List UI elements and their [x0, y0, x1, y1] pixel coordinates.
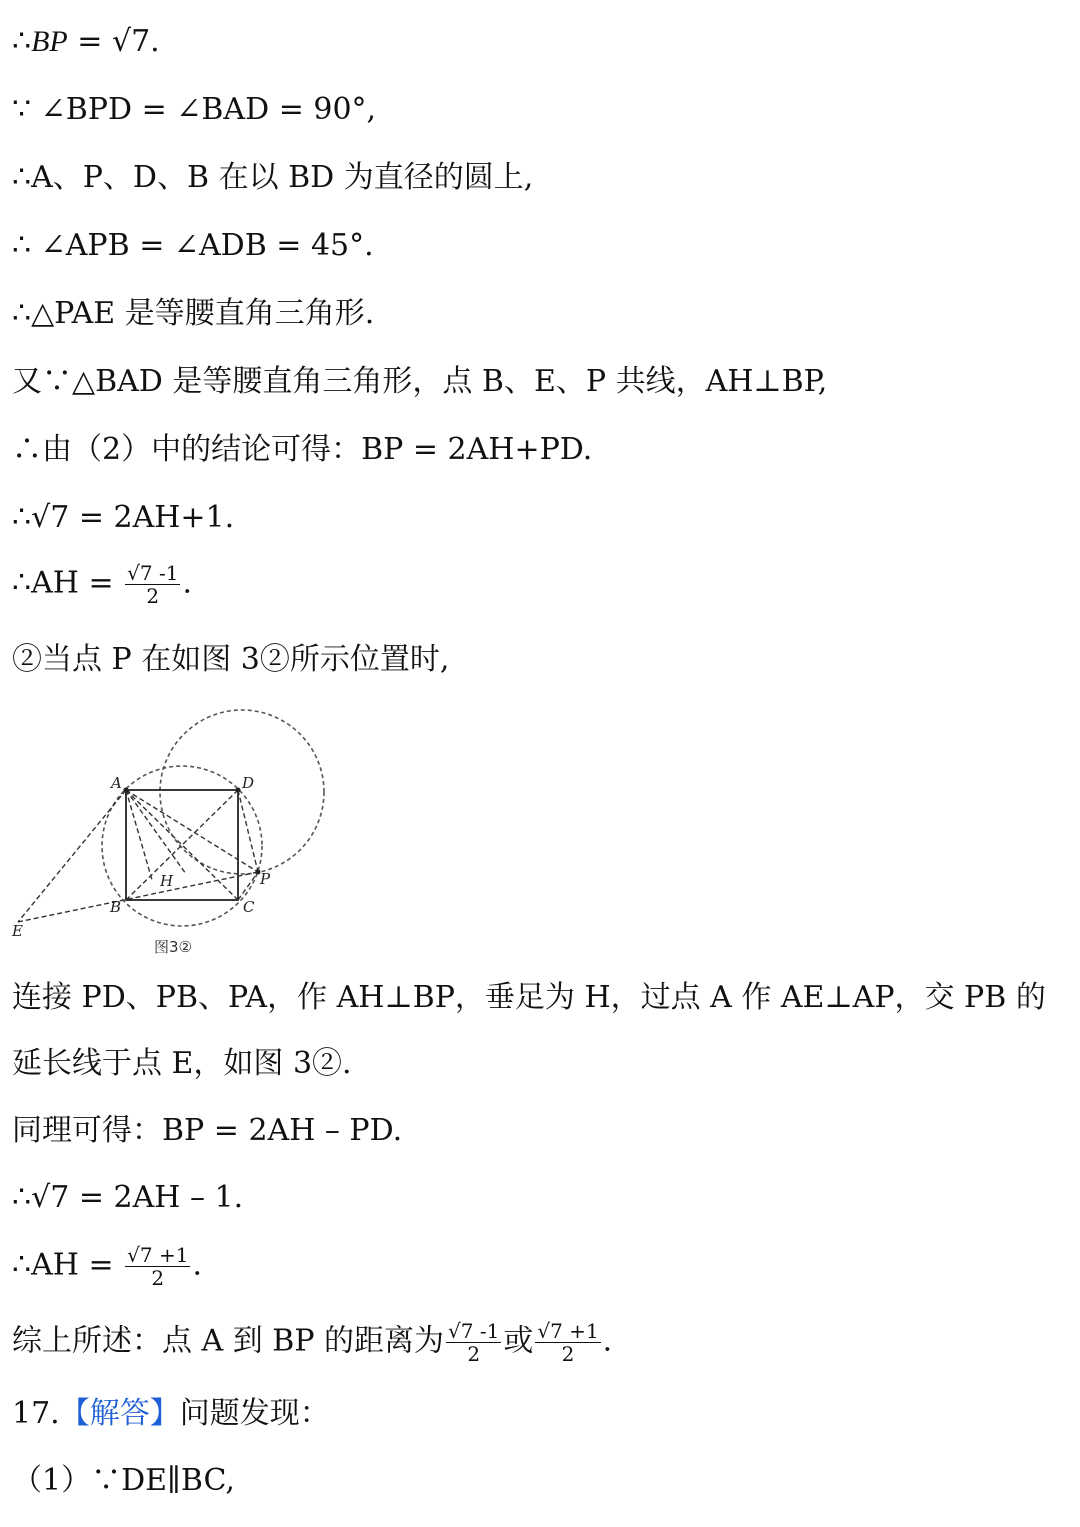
section-title: 问题发现：: [179, 1396, 330, 1431]
line-10: [12, 640, 449, 680]
line-11-text: 连接 PD、PB、PA，作 AH⊥BP，垂足为 H，过点 A 作 AE⊥AP，交 PB 的: [12, 980, 1046, 1015]
line-18: [12, 1461, 235, 1501]
line-15-suffix: .: [192, 1247, 202, 1283]
line-16-prefix: 综上所述：点 A 到 BP 的距离为: [12, 1323, 445, 1359]
line-5: [12, 294, 374, 334]
line-2-text: ∵ ∠BPD = ∠BAD = 90°,: [12, 92, 377, 127]
line-16-suffix: .: [602, 1323, 613, 1359]
fraction-1-denominator: 2: [467, 1342, 481, 1366]
label-h: H: [160, 872, 174, 890]
line-13: [12, 1111, 402, 1151]
fraction: [125, 562, 180, 607]
answer-tag: 【解答】: [59, 1396, 180, 1431]
line-6-text: 又∵△BAD 是等腰直角三角形，点 B、E、P 共线，AH⊥BP,: [12, 364, 828, 399]
therefore-symbol: ∴: [12, 24, 32, 59]
line-18-text: （1）∵DE∥BC,: [12, 1463, 235, 1498]
fraction-denominator: 2: [151, 1266, 165, 1290]
line-17: [12, 1394, 330, 1434]
fraction-numerator: √7 +1: [127, 1243, 189, 1267]
sqrt-value: √7: [111, 24, 151, 59]
figure-svg: [0, 700, 340, 970]
fraction-numerator: √7 -1: [127, 561, 179, 585]
figure-caption: 图3②: [154, 938, 192, 956]
fraction-2-numerator: √7 +1: [537, 1319, 599, 1343]
point-d: [236, 788, 241, 793]
line-12-text: 延长线于点 E，如图 3②.: [12, 1046, 352, 1081]
geometry-figure: [0, 700, 340, 970]
fraction-2-denominator: 2: [561, 1342, 575, 1366]
line-3: [12, 158, 533, 198]
question-number: 17.: [12, 1396, 60, 1431]
period: .: [150, 24, 160, 59]
label-d: D: [242, 774, 255, 792]
fraction-1: [446, 1320, 501, 1365]
line-7: [12, 430, 592, 470]
line-5-text: ∴△PAE 是等腰直角三角形.: [12, 296, 375, 331]
line-8: [12, 498, 234, 538]
label-b: B: [110, 898, 122, 916]
line-15-prefix: ∴AH =: [12, 1247, 124, 1283]
line-9-suffix: .: [182, 565, 192, 601]
line-12: [12, 1044, 352, 1084]
equals-sign: =: [67, 24, 112, 59]
label-a: A: [111, 774, 122, 792]
segment-a-mid: [126, 790, 186, 874]
line-3-text: ∴A、P、D、B 在以 BD 为直径的圆上,: [12, 160, 534, 195]
point-a: [124, 788, 129, 793]
line-ep: [18, 872, 258, 922]
or-word: 或: [503, 1323, 534, 1359]
line-16: [12, 1320, 612, 1365]
line-11: [12, 978, 1046, 1018]
line-14: [12, 1178, 243, 1218]
line-13-text: 同理可得：BP = 2AH – PD.: [12, 1113, 403, 1148]
fraction: [125, 1244, 190, 1289]
line-4: [12, 226, 374, 266]
line-9: [12, 562, 192, 607]
line-15: [12, 1244, 202, 1289]
line-8-text: ∴√7 = 2AH+1.: [12, 500, 235, 535]
fraction-2: [535, 1320, 600, 1365]
line-4-text: ∴ ∠APB = ∠ADB = 45°.: [12, 228, 374, 263]
label-e: E: [12, 922, 23, 940]
label-c: C: [243, 898, 255, 916]
line-9-prefix: ∴AH =: [12, 565, 124, 601]
line-2: [12, 90, 376, 130]
line-6: [12, 362, 827, 402]
label-p: P: [260, 870, 271, 888]
segment-dp: [238, 790, 258, 872]
line-1: [12, 22, 160, 62]
line-7-text: ∴由（2）中的结论可得：BP = 2AH+PD.: [12, 432, 593, 467]
fraction-denominator: 2: [146, 584, 160, 608]
line-10-text: ②当点 P 在如图 3②所示位置时,: [12, 642, 450, 677]
fraction-1-numerator: √7 -1: [448, 1319, 500, 1343]
line-14-text: ∴√7 = 2AH – 1.: [12, 1180, 244, 1215]
segment-bp: BP: [31, 25, 68, 58]
